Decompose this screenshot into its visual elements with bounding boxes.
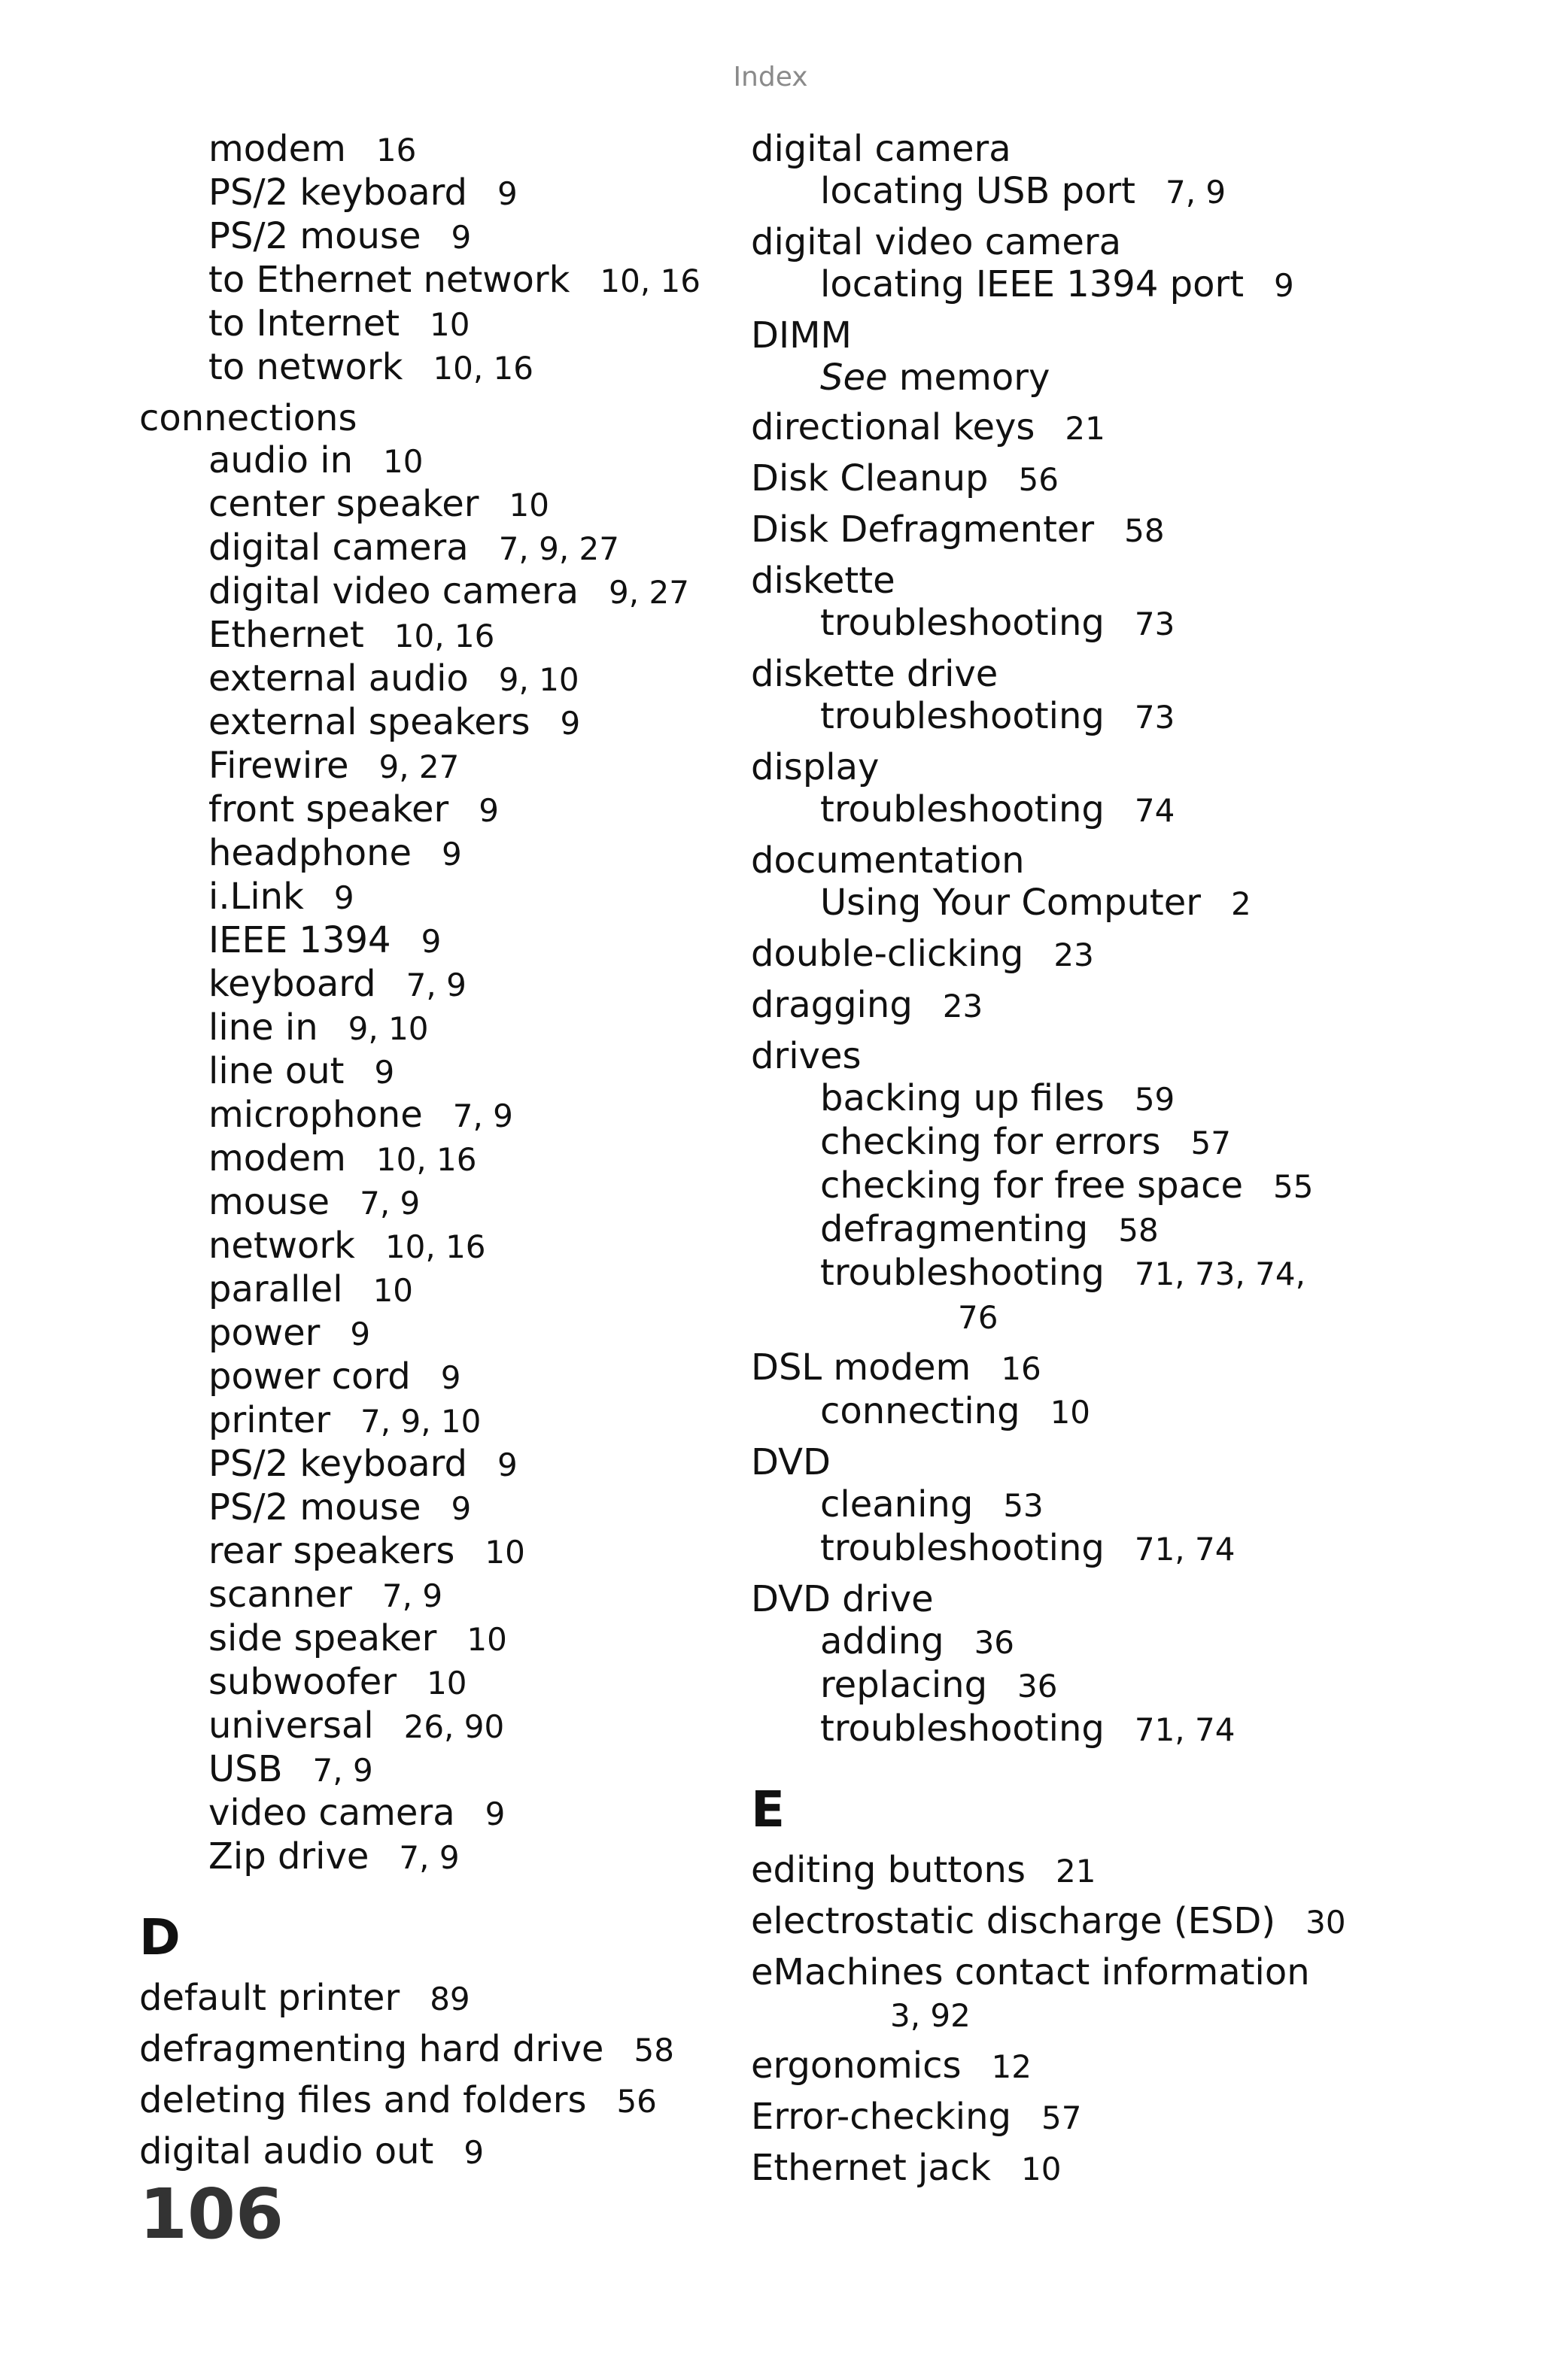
index-subentry: [139, 1268, 734, 1312]
index-term: ergonomics: [751, 2045, 962, 2087]
index-term: scanner: [208, 1574, 352, 1616]
index-subentry: [139, 1137, 734, 1181]
index-term: DVD: [751, 1441, 831, 1483]
page-reference: 21: [1065, 410, 1105, 447]
index-entry: [751, 2045, 1428, 2088]
index-term: eMachines contact information: [751, 1951, 1310, 1993]
page-reference: 58: [1118, 1212, 1159, 1249]
index-term: printer: [208, 1399, 331, 1441]
index-term: Ethernet: [208, 614, 364, 656]
index-term: modem: [208, 128, 346, 170]
index-subentry: [751, 170, 1428, 214]
index-entry: [751, 1578, 1428, 1620]
index-entry: [751, 1441, 1428, 1483]
index-term: to network: [208, 346, 403, 388]
page-reference: 10, 16: [375, 1141, 477, 1178]
index-subentry: [139, 1094, 734, 1137]
index-term: dragging: [751, 984, 913, 1026]
index-subentry: [751, 695, 1428, 739]
index-subentry: [139, 832, 734, 876]
page-reference: 7, 9, 10: [360, 1403, 482, 1440]
index-entry: [139, 1977, 734, 2020]
page-reference: 10: [509, 487, 549, 524]
index-subentry: [751, 1390, 1428, 1434]
index-entry: [139, 397, 734, 439]
index-entry: [751, 1900, 1428, 1944]
index-term: deleting files and folders: [139, 2079, 587, 2121]
page-reference: 89: [430, 1981, 470, 2017]
index-entry: [751, 1346, 1428, 1390]
page-reference: 10, 16: [433, 350, 533, 387]
index-entry: [751, 1849, 1428, 1893]
index-subentry: [139, 1225, 734, 1268]
index-column-right: [751, 128, 1428, 2190]
index-subentry: [139, 346, 734, 390]
index-subentry: [751, 357, 1428, 399]
index-term: parallel: [208, 1268, 343, 1310]
page-reference: 12: [991, 2048, 1032, 2085]
index-subentry: [751, 1208, 1428, 1252]
page-number: 106: [139, 2174, 284, 2254]
page-reference: 57: [1190, 1125, 1231, 1161]
index-subentry: [139, 963, 734, 1006]
page-reference: 7, 9: [452, 1097, 513, 1134]
index-term: checking for free space: [820, 1164, 1243, 1207]
index-subentry: [139, 1705, 734, 1748]
page-reference: 74: [1134, 792, 1175, 829]
index-term: defragmenting hard drive: [139, 2028, 604, 2070]
index-term: modem: [208, 1137, 346, 1179]
index-term: Firewire: [208, 745, 349, 787]
index-term: keyboard: [208, 963, 376, 1005]
page-reference: 71, 74: [1134, 1531, 1236, 1568]
index-entry: [751, 1951, 1428, 1993]
page-reference: 7, 9, 27: [498, 530, 619, 567]
index-term: documentation: [751, 839, 1025, 882]
index-term: Ethernet jack: [751, 2147, 991, 2189]
page-reference: 9: [560, 705, 581, 742]
page-reference: 56: [1018, 461, 1059, 498]
index-term: IEEE 1394: [208, 919, 391, 961]
page-reference: 59: [1134, 1081, 1175, 1118]
index-term: to Ethernet network: [208, 259, 570, 301]
page-reference: 9, 27: [378, 748, 460, 785]
page-reference: 71, 73, 74,: [1134, 1255, 1305, 1292]
index-subentry: [751, 788, 1428, 832]
page-reference: 9: [1274, 267, 1294, 304]
index-term: PS/2 mouse: [208, 215, 421, 257]
page-reference: 23: [942, 988, 983, 1025]
index-term: power: [208, 1312, 321, 1354]
index-term: diskette drive: [751, 653, 998, 695]
index-entry: [751, 2147, 1428, 2190]
page-reference: 3, 92: [890, 1997, 971, 2034]
page-reference: 9: [485, 1796, 506, 1832]
index-term: defragmenting: [820, 1208, 1089, 1250]
index-term: electrostatic discharge (ESD): [751, 1900, 1276, 1942]
index-subentry: [139, 172, 734, 215]
index-term: mouse: [208, 1181, 330, 1223]
index-subentry: [139, 1835, 734, 1879]
index-term: digital camera: [751, 128, 1011, 170]
index-subentry: [751, 1164, 1428, 1208]
index-subentry: [139, 614, 734, 657]
index-column-left: [139, 128, 734, 2174]
page-reference: 36: [974, 1624, 1015, 1661]
page-reference: 57: [1041, 2099, 1082, 2136]
index-term: cleaning: [820, 1483, 974, 1525]
index-term: backing up files: [820, 1077, 1105, 1119]
index-subentry: [139, 1443, 734, 1486]
index-subentry: [751, 1620, 1428, 1664]
index-subentry: [139, 1661, 734, 1705]
page-reference: 9: [442, 836, 462, 873]
index-term: DVD drive: [751, 1578, 934, 1620]
index-subentry: [751, 263, 1428, 307]
index-subentry: [751, 1708, 1428, 1751]
index-subentry: [139, 1792, 734, 1835]
index-subentry: [139, 128, 734, 172]
index-subentry: [751, 1664, 1428, 1708]
index-subentry: [751, 1483, 1428, 1527]
index-subentry: [139, 1617, 734, 1661]
index-term: locating USB port: [820, 170, 1135, 212]
page-reference: 9: [440, 1359, 461, 1396]
page-reference: 10, 16: [384, 1228, 486, 1265]
page-reference: 10: [427, 1665, 467, 1702]
index-subentry: [139, 570, 734, 614]
index-subentry: [751, 602, 1428, 645]
index-subentry: [139, 1312, 734, 1355]
index-term: Zip drive: [208, 1835, 369, 1878]
index-subentry: [139, 876, 734, 919]
page-reference: 73: [1134, 606, 1175, 642]
index-subentry: [751, 882, 1428, 925]
index-term: subwoofer: [208, 1661, 397, 1703]
index-subentry: [139, 701, 734, 745]
index-term: locating IEEE 1394 port: [820, 263, 1245, 305]
index-subentry: [139, 302, 734, 346]
page-reference: 10: [372, 1272, 414, 1309]
page-reference: 10: [485, 1534, 525, 1571]
page-reference: 30: [1305, 1904, 1346, 1941]
index-term: diskette: [751, 560, 895, 602]
index-term: to Internet: [208, 302, 400, 345]
index-subentry: [139, 919, 734, 963]
page-reference: 23: [1053, 937, 1094, 973]
index-term: drives: [751, 1035, 862, 1077]
page-reference: 76: [958, 1299, 998, 1336]
index-term: front speaker: [208, 788, 449, 830]
index-term: external speakers: [208, 701, 530, 743]
page-reference: 9: [350, 1316, 371, 1352]
page-reference: 53: [1003, 1487, 1044, 1524]
index-subentry: [751, 1527, 1428, 1571]
page-reference: 7, 9: [399, 1839, 460, 1876]
index-term: digital video camera: [751, 221, 1122, 263]
index-term: adding: [820, 1620, 944, 1662]
index-term: troubleshooting: [820, 602, 1105, 644]
index-term: double-clicking: [751, 933, 1024, 975]
index-term: troubleshooting: [820, 695, 1105, 737]
page-reference: 9: [497, 1447, 518, 1483]
page-reference: 56: [616, 2083, 657, 2120]
index-term: Disk Defragmenter: [751, 508, 1095, 551]
index-term: digital video camera: [208, 570, 579, 612]
section-letter-d: D: [139, 1908, 181, 1966]
page-reference: 10, 16: [600, 263, 701, 299]
page-reference: 9, 10: [498, 661, 579, 698]
index-entry: [751, 314, 1428, 357]
index-term: PS/2 keyboard: [208, 1443, 468, 1485]
page-reference: 10, 16: [394, 618, 495, 654]
index-term: Using Your Computer: [820, 882, 1201, 924]
index-subentry: [139, 1050, 734, 1094]
page-reference-continuation: [751, 1993, 1428, 2037]
index-subentry: [139, 439, 734, 483]
index-subentry: [139, 1399, 734, 1443]
index-entry: [751, 560, 1428, 602]
index-term: center speaker: [208, 483, 479, 525]
page-reference: 7, 9: [406, 967, 467, 1003]
page-reference: 16: [1001, 1350, 1041, 1387]
index-term: DSL modem: [751, 1346, 971, 1389]
index-term: headphone: [208, 832, 412, 874]
index-subentry: [139, 483, 734, 527]
index-term: video camera: [208, 1792, 455, 1834]
index-subentry: [751, 1252, 1428, 1295]
page-reference: 9: [464, 2134, 485, 2171]
index-entry: [751, 1035, 1428, 1077]
index-term: default printer: [139, 1977, 400, 2019]
index-term: troubleshooting: [820, 1708, 1105, 1750]
index-entry: [139, 2079, 734, 2123]
page-reference: 9: [421, 923, 442, 960]
index-entry: [751, 746, 1428, 788]
index-subentry: [139, 527, 734, 570]
index-term: PS/2 mouse: [208, 1486, 421, 1528]
index-term: line in: [208, 1006, 318, 1049]
index-term: memory: [898, 357, 1050, 399]
page-reference: 7, 9: [381, 1577, 443, 1614]
page-reference-continuation: [751, 1295, 1428, 1339]
index-entry: [751, 457, 1428, 501]
index-term: Disk Cleanup: [751, 457, 989, 499]
index-entry: [751, 221, 1428, 263]
page-reference: 16: [375, 132, 417, 168]
running-head: Index: [733, 62, 808, 93]
index-subentry: [751, 1077, 1428, 1121]
page-reference: 10: [383, 443, 424, 480]
index-term: replacing: [820, 1664, 988, 1706]
index-term: microphone: [208, 1094, 423, 1136]
index-subentry: [139, 1748, 734, 1792]
index-entry: [751, 653, 1428, 695]
index-term: digital audio out: [139, 2130, 434, 2172]
index-term: checking for errors: [820, 1121, 1161, 1163]
index-entry: [139, 2130, 734, 2174]
index-term: editing buttons: [751, 1849, 1026, 1891]
index-term: USB: [208, 1748, 283, 1790]
index-term: side speaker: [208, 1617, 437, 1659]
index-entry: [751, 2096, 1428, 2139]
index-term: display: [751, 746, 880, 788]
page-reference: 58: [634, 2032, 674, 2069]
index-term: digital camera: [208, 527, 469, 569]
index-entry: [139, 2028, 734, 2072]
index-subentry: [139, 1574, 734, 1617]
page-reference: 9: [497, 175, 518, 212]
index-term: troubleshooting: [820, 1527, 1105, 1569]
index-term: universal: [208, 1705, 374, 1747]
index-entry: [751, 406, 1428, 450]
index-entry: [751, 984, 1428, 1028]
index-subentry: [139, 1355, 734, 1399]
see-reference-label: See: [820, 357, 888, 399]
index-term: network: [208, 1225, 355, 1267]
index-subentry: [139, 1181, 734, 1225]
page-reference: 10: [430, 306, 470, 343]
index-term: rear speakers: [208, 1530, 455, 1572]
page-reference: 10: [1020, 2151, 1062, 2187]
page-reference: 9: [333, 879, 354, 916]
page-reference: 9: [451, 1490, 472, 1527]
index-term: power cord: [208, 1355, 411, 1398]
page-reference: 58: [1124, 512, 1165, 549]
page-reference: 55: [1272, 1168, 1314, 1205]
page-reference: 9, 27: [609, 574, 689, 611]
section-letter-e: E: [751, 1780, 786, 1838]
index-term: connections: [139, 397, 357, 439]
page-reference: 9: [451, 219, 472, 256]
page-reference: 7, 9: [360, 1185, 421, 1222]
page-reference: 10: [467, 1621, 507, 1658]
page-reference: 71, 74: [1134, 1711, 1236, 1748]
index-subentry: [139, 259, 734, 302]
index-term: audio in: [208, 439, 354, 481]
index-term: DIMM: [751, 314, 852, 357]
page-reference: 73: [1134, 699, 1175, 736]
page-reference: 21: [1055, 1853, 1096, 1890]
page-reference: 26, 90: [403, 1708, 505, 1745]
index-entry: [751, 128, 1428, 170]
index-subentry: [139, 788, 734, 832]
index-subentry: [139, 1530, 734, 1574]
index-subentry: [139, 1006, 734, 1050]
index-entry: [751, 933, 1428, 976]
page-reference: 9: [479, 792, 499, 829]
index-subentry: [139, 657, 734, 701]
index-term: external audio: [208, 657, 469, 700]
index-term: troubleshooting: [820, 1252, 1105, 1294]
page-reference: 7, 9: [312, 1752, 373, 1789]
index-term: PS/2 keyboard: [208, 172, 468, 214]
index-subentry: [751, 1121, 1428, 1164]
index-term: Error-checking: [751, 2096, 1012, 2138]
page-reference: 2: [1230, 885, 1251, 922]
page-reference: 9, 10: [348, 1010, 429, 1047]
index-term: i.Link: [208, 876, 304, 918]
index-term: connecting: [820, 1390, 1020, 1432]
index-entry: [751, 508, 1428, 552]
index-subentry: [139, 745, 734, 788]
index-term: directional keys: [751, 406, 1035, 448]
index-term: troubleshooting: [820, 788, 1105, 830]
page-reference: 7, 9: [1166, 174, 1226, 211]
index-term: line out: [208, 1050, 345, 1092]
page-reference: 10: [1050, 1394, 1091, 1431]
index-entry: [751, 839, 1428, 882]
page-reference: 36: [1017, 1668, 1058, 1705]
index-subentry: [139, 1486, 734, 1530]
index-subentry: [139, 215, 734, 259]
page-reference: 9: [374, 1054, 395, 1091]
